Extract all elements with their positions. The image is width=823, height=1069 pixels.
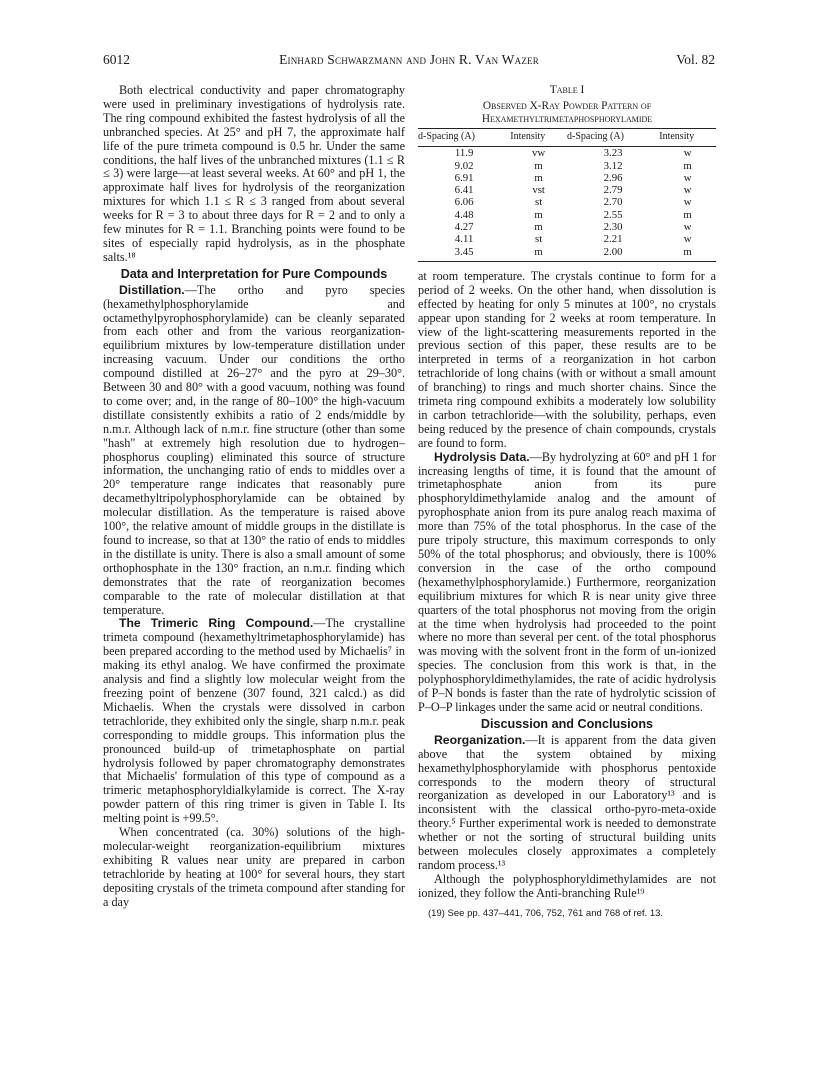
- reorganization-text: —It is apparent from the data given above that the system obtained by mixing hexamethylphosphorylamide with phosphorus pentoxide corresponds to the modern theory of structural reorganization as developed in our Laboratory¹³ and is inconsistent with the classical ortho-pyro-meta-oxide theory.⁵ Further experimental work is needed to demonstrate whether or not the sorting of structural building units between molecules closely approximates a completely random process.¹³: [418, 732, 716, 872]
- table-cell: 9.02: [454, 159, 474, 172]
- table-cell: 3.45: [418, 246, 510, 262]
- table-row: [418, 160, 716, 172]
- paragraph-room-temperature: at room temperature. The crystals continue to form for a period of 2 weeks. On the other hand, when dissolution is effected by heating for only 5 minutes at 100°, no crystals appear upon standing for 2 weeks at room temperature. In view of the light-scattering measurements reported in the previous section of this paper, these results are to be interpreted in terms of a reorganization in hot carbon tetrachloride of long chains (with or without a small amount of branching) to rings and much shorter chains. Since the trimeta ring compound exhibits a moderately low solubility in carbon tetrachloride—with the solubility, perhaps, even being reduced by the presence of chain compounds, crystals are found to form.: [418, 268, 716, 450]
- table-cell: 2.21: [603, 233, 623, 246]
- table-label: Table I: [549, 84, 585, 96]
- table-cell: st: [535, 196, 543, 209]
- table-cell: 6.06: [454, 196, 474, 209]
- table-caption: Observed X-Ray Powder Pattern of Hexamethyltrimetaphosphorylamide: [481, 99, 653, 125]
- table-cell: 4.11: [454, 233, 474, 246]
- table-cell: st: [535, 233, 543, 246]
- table-row: [418, 184, 716, 196]
- table-cell: m: [510, 246, 567, 262]
- table-row: [418, 221, 716, 233]
- table-cell: 6.41: [454, 184, 474, 197]
- table-cell: w: [683, 184, 692, 197]
- trimeric-text: —The crystalline trimeta compound (hexamethyltrimetaphosphorylamide) has been prepared according to the method used by Michaelis⁷ in making its ethyl analog. We have confirmed the proximate analysis and find a slightly low molecular weight from the freezing point of benzene (307 found, 321 calcd.) as did Michaelis. When the crystals were dissolved in carbon tetrachloride, they exhibited only the single, sharp n.m.r. peak corresponding to middle groups. This information plus the pronounced build-up of trimetaphosphate on partial hydrolysis followed by paper chromatography demonstrates that Michaelis' formulation of this type of compound as a trimeric metaphosphoryldialkylamide is correct. The X-ray powder pattern of this ring trimer is given in Table I. Its melting point is +99.5°.: [103, 616, 405, 826]
- table-row: [418, 246, 716, 262]
- table-header-row: [418, 128, 716, 146]
- run-in-heading-reorganization: Reorganization.: [434, 732, 526, 747]
- volume-label: Vol. 82: [676, 52, 715, 67]
- hydrolysis-text: —By hydrolyzing at 60° and pH 1 for increasing lengths of time, it is found that the amount of trimetaphosphate anion from its pure phosphoryldimethylamide analog and the amount of pyrophosphate anion from its pure analog reach maxima of more than 75% of the total phosphorus. In the case of the pure tripoly structure, this maximum corresponds to only 50% of the total phosphorus; and obviously, there is 100% conversion in the case of the ortho compound (hexamethylphosphorylamide.) Furthermore, reorganization equilibrium mixtures for which R is near unity give three quarters of the total phosphorus not moving from the origin at the time when hydrolysis had proceeded to the point where no more than several per cent. of the total phosphorus was moving with the solvent front in the form of un-ionized species. The conclusion from this work is that, in the polyphosphoryldimethylamides, the rate of acidic hydrolysis of P–N bonds is faster than the rate of hydrolytic scission of P–O–P linkages under the same acid or neutral conditions.: [418, 449, 716, 714]
- paragraph-anti-branching: Although the polyphosphoryldimethylamides are not ionized, they follow the Anti-branching Rule¹⁹: [418, 871, 716, 900]
- table-cell: 2.30: [603, 220, 623, 233]
- table-cell: m: [534, 220, 543, 233]
- table-cell: 11.9: [454, 147, 474, 160]
- header-intensity-2: Intensity: [659, 128, 716, 146]
- table-row: [418, 196, 716, 208]
- paragraph-distillation: [103, 284, 405, 618]
- table-cell: w: [683, 220, 692, 233]
- table-cell: w: [683, 171, 692, 184]
- table-cell: 2.55: [603, 208, 623, 221]
- table-cell: m: [534, 208, 543, 221]
- paragraph-hydrolysis-rate: Both electrical conductivity and paper chromatography were used in preliminary investigations of hydrolysis rate. The ring compound exhibited the fastest hydrolysis of all the unbranched species. At 25° and pH 7, the approximate half life of the pure trimeta compound is 0.5 hr. Under the same conditions, the half lives of the unbranched mixtures (1.1 ≤ R ≤ 3) were large—at least several weeks. At 60° and pH 1, the approximate half lives for hydrolysis of the reorganization mixtures for which 1.1 ≤ R ≤ 3 ranged from about several weeks for R = 3 to about three days for R = 2 and to only a few minutes for R = 1.1. Branching points were found to be sites of especially rapid hydrolysis, as in the phosphate salts.¹⁸: [103, 83, 405, 264]
- table-cell: m: [683, 208, 692, 221]
- table-cell: 6.91: [454, 171, 474, 184]
- left-column: [103, 84, 405, 909]
- footnote-19: (19) See pp. 437–441, 706, 752, 761 and 768 of ref. 13.: [428, 907, 664, 919]
- paragraph-reorganization: [418, 734, 716, 873]
- section-heading-pure-compounds: Data and Interpretation for Pure Compounds: [120, 266, 388, 281]
- header-d-spacing-2: d-Spacing (A): [567, 128, 659, 146]
- table-row: [418, 172, 716, 184]
- table-cell: 4.48: [454, 208, 474, 221]
- table-cell: m: [659, 246, 716, 262]
- page-number: 6012: [103, 52, 130, 67]
- table-cell: m: [534, 159, 543, 172]
- paragraph-concentrated-solutions: When concentrated (ca. 30%) solutions of the high-molecular-weight reorganization-equilibrium mixtures exhibiting R values near unity are prepared in carbon tetrachloride by heating at 100° for several hours, they start depositing crystals of the trimeta compound after standing for a day: [103, 825, 405, 909]
- distillation-text: —The ortho and pyro species (hexamethylphosphorylamide and octamethylpyrophosphorylamide) can be cleanly separated from each other and from the various reorganization-equilibrium mixtures by low-temperature distillation under increasing vacuum. Under our conditions the ortho compound distilled at 26–27° and the pyro at 29–30°. Between 30 and 80° with a good vacuum, nothing was found to come over; and, in the range of 80–100° the high-vacuum distillate consistently exhibits a ratio of 2 ends/middle by n.m.r. Although lack of n.m.r. fine structure (other than some "hash" at extremely high resolution due to hydrogen–phosphorus coupling) eliminated this source of structure information, the unchanging ratio of ends to middles over a 20° temperature range indicates that reasonably pure decamethyltripolyphosphorylamide can be obtained by molecular distillation. As the temperature is raised above 100°, the relative amount of middle groups in the distillate is found to increase, so that at 130° the ratio of ends to middles in the distillate is unity. There is also a small amount of some orthophosphate in the 130° fraction, an n.m.r. finding which demonstrates that the rate of reorganization becomes comparable to the rate of molecular distillation at that temperature.: [103, 282, 405, 617]
- table-cell: w: [683, 147, 692, 160]
- table-cell: 2.96: [603, 171, 623, 184]
- running-header: [103, 52, 715, 70]
- section-heading-discussion: Discussion and Conclusions: [480, 716, 654, 731]
- header-d-spacing-1: d-Spacing (A): [418, 128, 510, 146]
- right-column: [418, 84, 716, 921]
- table-cell: 3.12: [603, 159, 623, 172]
- table-cell: 2.70: [603, 196, 623, 209]
- run-in-heading-distillation: Distillation.: [119, 282, 185, 297]
- table-cell: m: [534, 171, 543, 184]
- run-in-heading-hydrolysis: Hydrolysis Data.: [434, 449, 530, 464]
- table-cell: 4.27: [454, 220, 474, 233]
- header-intensity-1: Intensity: [510, 128, 567, 146]
- xray-table: [418, 128, 716, 262]
- table-cell: vw: [532, 147, 546, 160]
- table-1: [418, 84, 716, 262]
- table-cell: w: [683, 196, 692, 209]
- table-cell: 2.79: [603, 184, 623, 197]
- table-row: [418, 209, 716, 221]
- table-cell: m: [683, 159, 692, 172]
- table-cell: 3.23: [603, 147, 623, 160]
- table-cell: vst: [532, 184, 545, 197]
- table-row: [418, 233, 716, 245]
- table-cell: w: [683, 233, 692, 246]
- table-cell: 2.00: [567, 246, 659, 262]
- paragraph-hydrolysis-data: [418, 451, 716, 715]
- run-in-heading-trimeric: The Trimeric Ring Compound.: [119, 616, 314, 631]
- paragraph-trimeric-ring: [103, 617, 405, 826]
- running-title: Einhard Schwarzmann and John R. Van Wazer: [279, 52, 539, 67]
- table-row: [418, 147, 716, 160]
